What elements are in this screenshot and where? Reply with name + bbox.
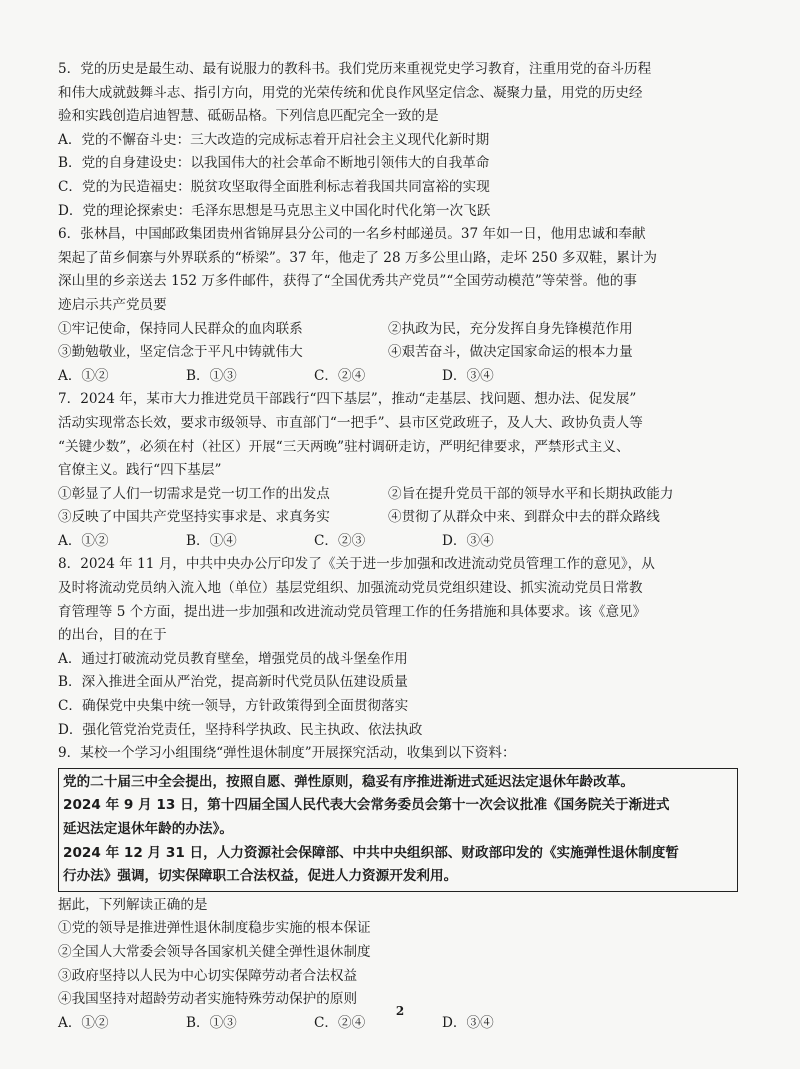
q9-material-line: 行办法》强调，切实保障职工合法权益，促进人力资源开发利用。 — [63, 868, 458, 885]
q6-stem-line: 深山里的乡亲送去 152 万多件邮件，获得了“全国优秀共产党员”“全国劳动模范”等荣誉。他的事 — [58, 273, 637, 290]
q9-material-line: 2024 年 12 月 31 日，人力资源社会保障部、中共中央组织部、财政部印发的《实施弹性退休制度暂 — [63, 844, 679, 861]
q9-stem: 9．某校一个学习小组围绕“弹性退休制度”开展探究活动，收集到以下资料： — [58, 745, 516, 762]
q9-choice-d: D．③④ — [442, 1014, 494, 1031]
q6-choice-c: C．②④ — [314, 367, 366, 384]
q9-material-line: 党的二十届三中全会提出，按照自愿、弹性原则，稳妥有序推进渐进式延迟法定退休年龄改革。 — [63, 773, 634, 790]
q8-stem-line: 育管理等 5 个方面，提出进一步加强和改进流动党员管理工作的任务措施和具体要求。该《意见》 — [58, 603, 647, 620]
q9-choice-a: A．①② — [58, 1014, 109, 1031]
q7-stem-line: 活动实现常态长效，要求市级领导、市直部门“一把手”、县市区党政班子，及人大、政协负责人等 — [58, 414, 643, 431]
q7-stem-line: 官僚主义。践行“四下基层” — [58, 462, 222, 479]
q5-option-a: A．党的不懈奋斗史：三大改造的完成标志着开启社会主义现代化新时期 — [58, 131, 490, 148]
q6-statement-row — [58, 318, 742, 342]
q6-statement-2: ②执政为民，充分发挥自身先锋模范作用 — [388, 320, 633, 337]
q7-choice-b: B．①④ — [186, 532, 237, 549]
q9-material-line: 延迟法定退休年龄的办法》。 — [63, 821, 233, 837]
q7-choice-a: A．①② — [58, 532, 109, 549]
question-6 — [58, 223, 742, 388]
q6-stem-line: 架起了苗乡侗寨与外界联系的“桥梁”。37 年，他走了 28 万多公里山路，走坏 250 多双鞋，累计为 — [58, 249, 658, 266]
q6-statement-3: ③勤勉敬业，坚定信念于平凡中铸就伟大 — [58, 344, 303, 361]
q6-choice-b: B．①③ — [186, 367, 237, 384]
q7-choices — [58, 530, 742, 554]
q5-option-d: D．党的理论探索史：毛泽东思想是马克思主义中国化时代化第一次飞跃 — [58, 202, 491, 219]
q7-statement-3: ③反映了中国共产党坚持实事求是、求真务实 — [58, 509, 330, 526]
q6-stem-line: 迹启示共产党员要 — [58, 296, 167, 313]
q5-stem-line: 验和实践创造启迪智慧、砥砺品格。下列信息匹配完全一致的是 — [58, 108, 439, 125]
q6-choice-a: A．①② — [58, 367, 109, 384]
q7-statement-2: ②旨在提升党员干部的领导水平和长期执政能力 — [388, 485, 674, 502]
q6-choice-d: D．③④ — [442, 367, 494, 384]
question-7 — [58, 388, 742, 553]
q9-material-box — [58, 768, 738, 892]
q9-statement-1: ①党的领导是推进弹性退休制度稳步实施的根本保证 — [58, 920, 371, 937]
q9-choice-c: C．②④ — [314, 1014, 366, 1031]
question-8 — [58, 553, 742, 742]
q7-statement-1: ①彰显了人们一切需求是党一切工作的出发点 — [58, 485, 330, 502]
q9-statement-3: ③政府坚持以人民为中心切实保障劳动者合法权益 — [58, 967, 358, 984]
q9-statement-4: ④我国坚持对超龄劳动者实施特殊劳动保护的原则 — [58, 991, 358, 1008]
q6-stem-line: 6．张林昌，中国邮政集团贵州省锦屏县分公司的一名乡村邮递员。37 年如一日，他用忠诚和奉献 — [58, 226, 646, 243]
question-9 — [58, 742, 742, 1035]
q7-stem-line: “关键少数”，必须在村（社区）开展“三天两晚”驻村调研走访，严明纪律要求，严禁形式主义、 — [58, 438, 630, 455]
page-number: 2 — [395, 1004, 405, 1018]
q5-option-b: B．党的自身建设史：以我国伟大的社会革命不断地引领伟大的自我革命 — [58, 155, 490, 172]
q9-question: 据此，下列解读正确的是 — [58, 896, 208, 913]
q7-stem-line: 7．2024 年，某市大力推进党员干部践行“四下基层”，推动“走基层、找问题、想办法、促发展” — [58, 391, 637, 408]
q8-stem-line: 8．2024 年 11 月，中共中央办公厅印发了《关于进一步加强和改进流动党员管理工作的意见》，从 — [58, 556, 655, 573]
q7-statement-row — [58, 506, 742, 530]
q7-choice-c: C．②③ — [314, 532, 366, 549]
q7-statement-row — [58, 483, 742, 507]
q5-option-c: C．党的为民造福史：脱贫攻坚取得全面胜利标志着我国共同富裕的实现 — [58, 178, 490, 195]
q8-option-c: C．确保党中央集中统一领导，方针政策得到全面贯彻落实 — [58, 698, 409, 715]
q8-option-d: D．强化管党治党责任，坚持科学执政、民主执政、依法执政 — [58, 721, 423, 738]
q7-statement-4: ④贯彻了从群众中来、到群众中去的群众路线 — [388, 509, 660, 526]
question-5 — [58, 58, 742, 223]
q6-choices — [58, 365, 742, 389]
q9-statement-2: ②全国人大常委会领导各国家机关健全弹性退休制度 — [58, 943, 371, 960]
q5-stem-line: 5．党的历史是最生动、最有说服力的教科书。我们党历来重视党史学习教育，注重用党的奋斗历程 — [58, 61, 652, 77]
q8-stem-line: 的出台，目的在于 — [58, 627, 167, 644]
q6-statement-1: ①牢记使命，保持同人民群众的血肉联系 — [58, 320, 303, 337]
q9-material-line: 2024 年 9 月 13 日，第十四届全国人民代表大会常务委员会第十一次会议批准《国务院关于渐进式 — [63, 797, 670, 814]
q8-stem-line: 及时将流动党员纳入流入地（单位）基层党组织、加强流动党员党组织建设、抓实流动党员日常教 — [58, 580, 643, 597]
q8-option-a: A．通过打破流动党员教育壁垒，增强党员的战斗堡垒作用 — [58, 650, 408, 667]
q6-statement-4: ④艰苦奋斗，做决定国家命运的根本力量 — [388, 344, 633, 361]
q6-statement-row — [58, 341, 742, 365]
q7-choice-d: D．③④ — [442, 532, 494, 549]
q5-stem-line: 和伟大成就鼓舞斗志、指引方向，用党的光荣传统和优良作风坚定信念、凝聚力量，用党的历史经 — [58, 84, 643, 101]
q8-option-b: B．深入推进全面从严治党，提高新时代党员队伍建设质量 — [58, 674, 408, 691]
q9-choice-b: B．①③ — [186, 1014, 237, 1031]
